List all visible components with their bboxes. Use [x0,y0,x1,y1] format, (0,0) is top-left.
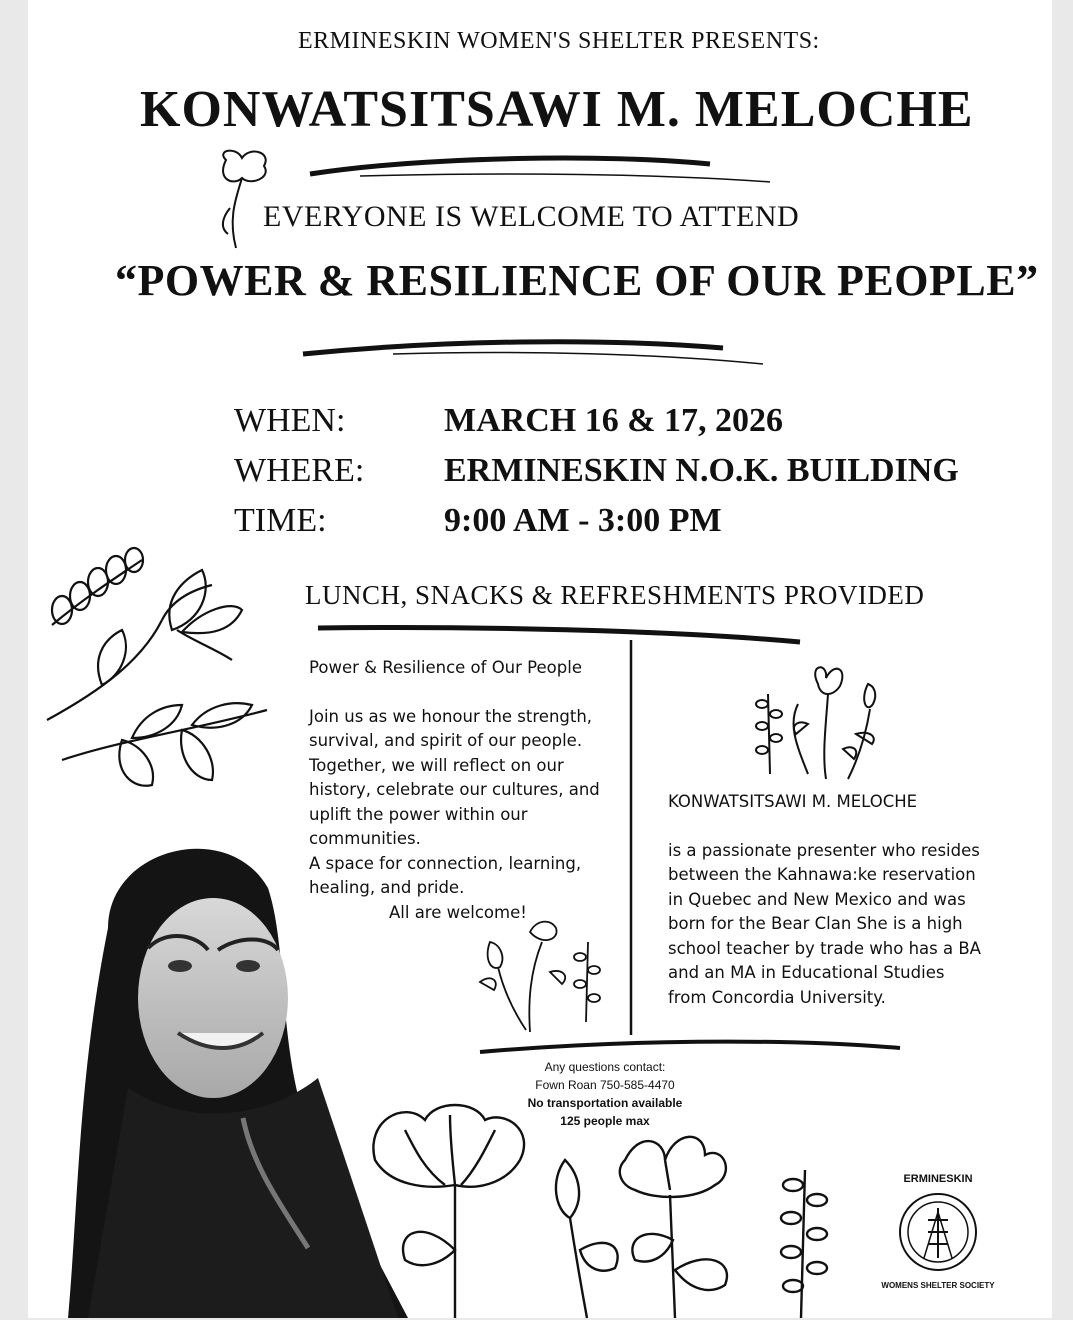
when-label: WHEN: [234,402,346,439]
column-divider [628,640,634,1040]
lunch-swoosh-divider [318,620,818,650]
bio-name: KONWATSITSAWI M. MELOCHE [668,792,918,811]
event-title: “POWER & RESILIENCE OF OUR PEOPLE” [115,256,1039,305]
welcome-line: EVERYONE IS WELCOME TO ATTEND [263,200,800,233]
left-column-closing: All are welcome! [389,902,527,922]
speaker-name-heading: KONWATSITSAWI M. MELOCHE [140,81,974,138]
contact-line1: Any questions contact: [544,1060,666,1074]
where-value: ERMINESKIN N.O.K. BUILDING [444,452,959,489]
lunch-provided-line: LUNCH, SNACKS & REFRESHMENTS PROVIDED [305,580,925,610]
time-value: 9:00 AM - 3:00 PM [444,502,722,539]
leaf-branch-icon [42,540,282,800]
left-column-line2: A space for connection, learning, healing, and pride. [309,853,582,897]
speaker-portrait [68,828,408,1318]
tulip-icon [748,664,898,784]
where-label: WHERE: [234,452,365,489]
logo-bottom-text: WOMENS SHELTER SOCIETY [881,1281,995,1290]
society-logo [881,1162,995,1302]
top-swoosh-divider [310,152,790,192]
logo-top-text: ERMINESKIN [903,1173,973,1185]
when-value: MARCH 16 & 17, 2026 [444,402,784,439]
middle-swoosh-divider [303,338,783,368]
contact-line3: No transportation available [527,1096,683,1110]
bio-text: is a passionate presenter who resides between the Kahnawa:ke reservation in Quebec and New Mexico and was born for the Bear Clan She is a high school teacher by trade who has a BA and an MA in Educational Studies from Concordia University. [668,840,981,1007]
fern-icon [470,912,610,1032]
left-column-heading: Power & Resilience of Our People [309,658,582,677]
left-column-paragraph: Join us as we honour the strength, survival, and spirit of our people. Together, we will reflect on our history, celebrate our cultures, and uplift the power within our communities. [309,706,600,848]
contact-line2: Fown Roan 750-585-4470 [535,1078,675,1092]
right-column [668,790,988,1010]
contact-line4: 125 people max [560,1114,650,1128]
time-label: TIME: [234,502,327,539]
poppy-icon [365,1100,845,1320]
bottom-swoosh-divider [480,1036,920,1060]
presents-line: ERMINESKIN WOMEN'S SHELTER PRESENTS: [298,28,820,54]
